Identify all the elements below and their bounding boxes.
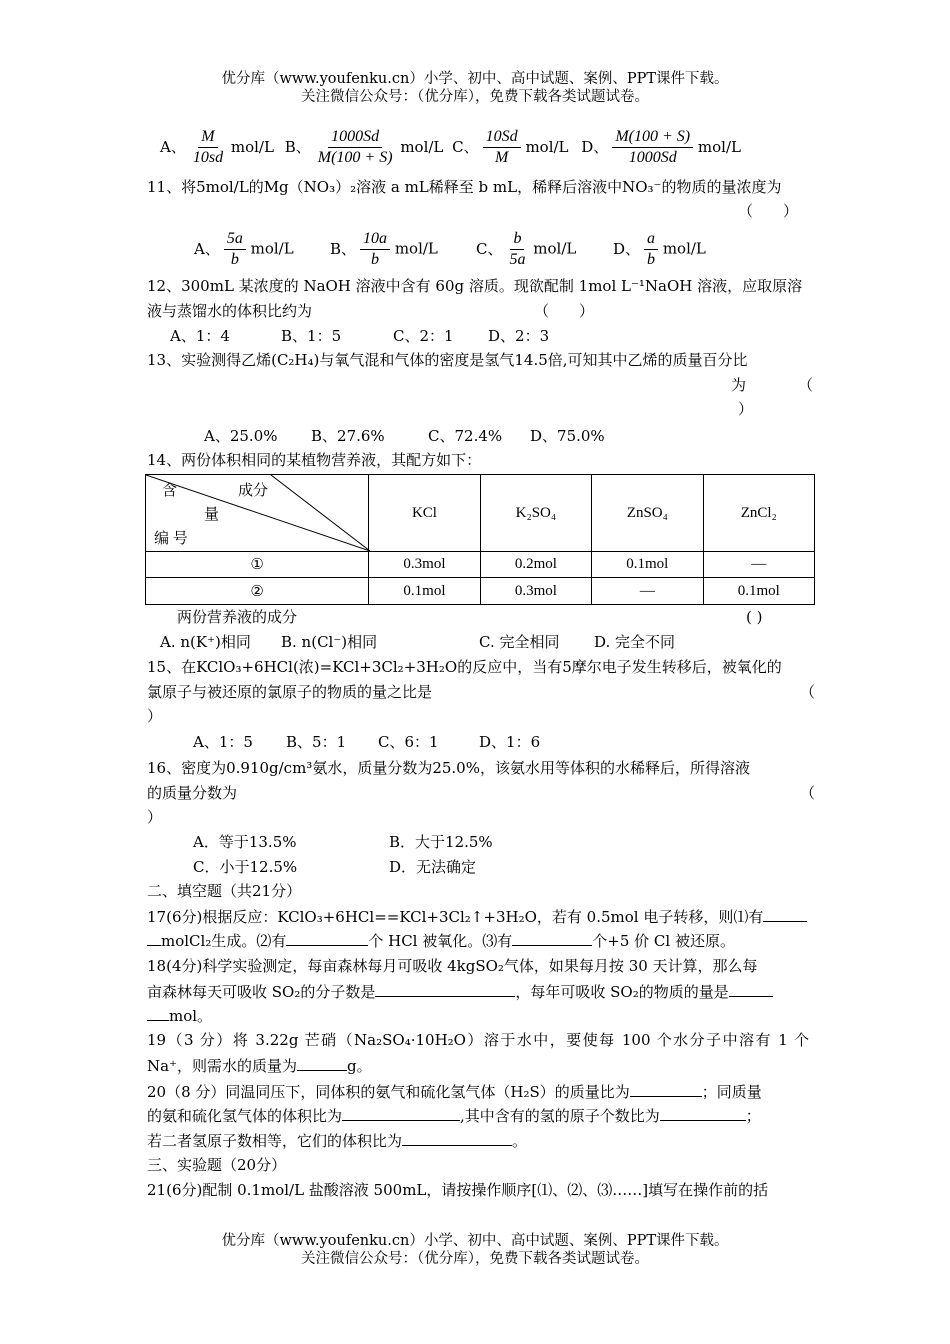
q12-option-c: C、2：1 bbox=[393, 327, 454, 345]
q16-option-d: D．无法确定 bbox=[389, 858, 477, 876]
q17-line-2: molCl₂生成。⑵有 个 HCl 被氧化。⑶有 个+5 价 Cl 被还原。 bbox=[147, 929, 735, 952]
table-row-id: ② bbox=[146, 578, 369, 605]
q20-line-2: 的氨和硫化氢气体的体积比为 ,其中含有的氢的原子个数比为 ； bbox=[147, 1104, 761, 1127]
table-cell: — bbox=[592, 578, 703, 605]
q14-option-b: B. n(Cl⁻)相同 bbox=[281, 633, 378, 651]
q16-option-c: C．小于12.5% bbox=[193, 858, 298, 876]
q18-line-1: 18(4分)科学实验测定，每亩森林每月可吸收 4kgSO₂气体，如果每月按 30 天计算，那么每 bbox=[147, 957, 758, 975]
q18-line-2: 亩森林每天可吸收 SO₂的分子数是 ，每年可吸收 SO₂的物质的量是 bbox=[147, 980, 773, 1003]
q19-blank[interactable] bbox=[297, 1054, 347, 1071]
q16-option-a: A．等于13.5% bbox=[193, 833, 297, 851]
header-line-1: 优分库（www.youfenku.cn）小学、初中、高中试题、案例、PPT课件下载。 bbox=[221, 71, 729, 87]
q20-blank-1[interactable] bbox=[630, 1080, 702, 1097]
q12-line-1: 12、300mL 某浓度的 NaOH 溶液中含有 60g 溶质。现欲配制 1mol L⁻¹NaOH 溶液，应取原溶 bbox=[147, 277, 803, 295]
q18-blank-2a[interactable] bbox=[729, 980, 773, 997]
corner-label-component: 成分 bbox=[238, 483, 269, 499]
q17-blank-3[interactable] bbox=[512, 929, 592, 946]
q17-blank-1a[interactable] bbox=[763, 905, 807, 922]
q10-option-d: D、 $\frac{M(100 + S)}{1000Sd}$ mol/L bbox=[581, 128, 741, 166]
table-corner-cell bbox=[146, 475, 369, 552]
q21-line-1: 21(6分)配制 0.1mol/L 盐酸溶液 500mL，请按操作顺序[⑴、⑵、⑶……]填写在操作前的括 bbox=[147, 1181, 769, 1199]
q11-option-c: C、 $\frac{b}{5a}$ mol/L bbox=[476, 230, 577, 268]
q15-line-2: 氯原子与被还原的氯原子的物质的量之比是 bbox=[147, 683, 433, 701]
q11-option-b: B、 $\frac{10a}{b}$ mol/L bbox=[330, 230, 438, 268]
footer-line-2: 关注微信公众号：（优分库），免费下载各类试题试卷。 bbox=[301, 1251, 649, 1267]
q14-option-a: A. n(K⁺)相同 bbox=[160, 633, 251, 651]
q14-option-c: C. 完全相同 bbox=[479, 633, 560, 651]
q14-answer-paren: ( ) bbox=[746, 608, 763, 626]
corner-label-han: 含 bbox=[162, 483, 178, 499]
q13-line-1: 13、实验测得乙烯(C₂H₄)与氧气混和气体的密度是氢气14.5倍,可知其中乙烯的质量百分比 bbox=[147, 351, 748, 369]
table-cell: 0.3mol bbox=[369, 552, 480, 578]
q17-blank-2[interactable] bbox=[286, 929, 368, 946]
q13-option-b: B、27.6% bbox=[311, 427, 385, 445]
q15-option-d: D、1：6 bbox=[479, 733, 541, 751]
q14-stem: 14、两份体积相同的某植物营养液，其配方如下： bbox=[147, 451, 482, 469]
q13-line-2a: 为 bbox=[731, 376, 747, 394]
q18-line-3: mol。 bbox=[147, 1004, 212, 1027]
q15-paren-close: ） bbox=[147, 707, 163, 725]
q19-line-2: Na⁺，则需水的质量为 g。 bbox=[147, 1054, 372, 1077]
q16-paren-close: ） bbox=[147, 808, 163, 826]
q12-option-d: D、2：3 bbox=[488, 327, 550, 345]
q11-option-d: D、 $\frac{a}{b}$ mol/L bbox=[613, 230, 706, 268]
section-2-heading: 二、填空题（共21分） bbox=[147, 882, 302, 900]
q11-option-a: A、 $\frac{5a}{b}$ mol/L bbox=[194, 230, 294, 268]
footer-line-1: 优分库（www.youfenku.cn）小学、初中、高中试题、案例、PPT课件下载。 bbox=[221, 1233, 729, 1249]
q14-option-d: D. 完全不同 bbox=[594, 633, 676, 651]
q18-blank-1[interactable] bbox=[375, 980, 515, 997]
corner-label-number: 编 号 bbox=[154, 531, 188, 547]
q11-stem: 11、将5mol/L的Mg（NO₃）₂溶液 a mL稀释至 b mL，稀释后溶液中NO₃⁻的物质的量浓度为 bbox=[147, 178, 782, 196]
table-cell: 0.1mol bbox=[592, 552, 703, 578]
q13-paren-open: （ bbox=[798, 376, 814, 394]
q10-options bbox=[160, 128, 741, 167]
corner-label-amount: 量 bbox=[204, 507, 220, 523]
q10-option-a: A、 $\frac{M}{10sd}$ mol/L bbox=[160, 128, 274, 166]
q16-option-b: B．大于12.5% bbox=[389, 833, 493, 851]
table-cell: 0.3mol bbox=[480, 578, 591, 605]
q20-blank-3[interactable] bbox=[660, 1104, 746, 1121]
table-row bbox=[146, 552, 815, 578]
table-header-row bbox=[146, 475, 815, 552]
q15-option-c: C、6：1 bbox=[378, 733, 439, 751]
q20-line-3: 若二者氢原子数相等，它们的体积比为 。 bbox=[147, 1129, 527, 1152]
q10-option-c: C、 $\frac{10Sd}{M}$ mol/L bbox=[452, 128, 569, 166]
q12-option-b: B、1：5 bbox=[281, 327, 342, 345]
q16-paren-open: （ bbox=[800, 784, 816, 802]
q17-blank-1b[interactable] bbox=[147, 929, 161, 946]
q20-blank-4[interactable] bbox=[402, 1129, 512, 1146]
q15-paren-open: （ bbox=[800, 683, 816, 701]
q15-option-b: B、5：1 bbox=[286, 733, 347, 751]
header-line-2: 关注微信公众号：（优分库），免费下载各类试题试卷。 bbox=[301, 89, 649, 105]
q18-blank-2b[interactable] bbox=[147, 1004, 169, 1021]
table-col-header: ZnSO₄ bbox=[592, 475, 703, 552]
q10-option-b: B、 $\frac{1000Sd}{M(100 + S)}$ mol/L bbox=[284, 128, 444, 166]
q13-option-a: A、25.0% bbox=[204, 427, 278, 445]
q16-line-2: 的质量分数为 bbox=[147, 784, 238, 802]
table-cell: 0.2mol bbox=[480, 552, 591, 578]
section-3-heading: 三、实验题（20分） bbox=[147, 1156, 287, 1174]
nutrient-table bbox=[145, 474, 815, 605]
q15-line-1: 15、在KClO₃+6HCl(浓)=KCl+3Cl₂+3H₂O的反应中，当有5摩尔电子发生转移后，被氧化的 bbox=[147, 658, 782, 676]
q20-line-1: 20（8 分）同温同压下，同体积的氨气和硫化氢气体（H₂S）的质量比为 ；同质量 bbox=[147, 1080, 762, 1103]
q16-line-1: 16、密度为0.910g/cm³氨水，质量分数为25.0%，该氨水用等体积的水稀释后，所得溶液 bbox=[147, 759, 750, 777]
table-cell: 0.1mol bbox=[369, 578, 480, 605]
q13-paren-close: ） bbox=[738, 400, 754, 418]
q12-option-a: A、1：4 bbox=[170, 327, 230, 345]
table-cell: — bbox=[703, 552, 814, 578]
q19-line-1: 19（3 分）将 3.22g 芒硝（Na₂SO₄·10H₂O）溶于水中，要使每 100 个水分子中溶有 1 个 bbox=[147, 1031, 809, 1049]
q17-line-1: 17(6分)根据反应：KClO₃+6HCl==KCl+3Cl₂↑+3H₂O，若有 0.5mol 电子转移，则⑴有 bbox=[147, 905, 807, 928]
q13-option-c: C、72.4% bbox=[428, 427, 503, 445]
q20-blank-2[interactable] bbox=[342, 1104, 460, 1121]
table-col-header: ZnCl₂ bbox=[703, 475, 814, 552]
q13-option-d: D、75.0% bbox=[530, 427, 605, 445]
q12-answer-paren: （ ） bbox=[534, 302, 595, 320]
table-col-header: KCl bbox=[369, 475, 480, 552]
q15-option-a: A、1：5 bbox=[193, 733, 253, 751]
q11-answer-paren: （ ） bbox=[738, 202, 799, 220]
table-col-header: K₂SO₄ bbox=[480, 475, 591, 552]
q14-after-table: 两份营养液的成分 bbox=[177, 608, 298, 626]
q12-line-2: 液与蒸馏水的体积比约为 bbox=[147, 302, 313, 320]
table-row bbox=[146, 578, 815, 605]
table-cell: 0.1mol bbox=[703, 578, 814, 605]
table-row-id: ① bbox=[146, 552, 369, 578]
